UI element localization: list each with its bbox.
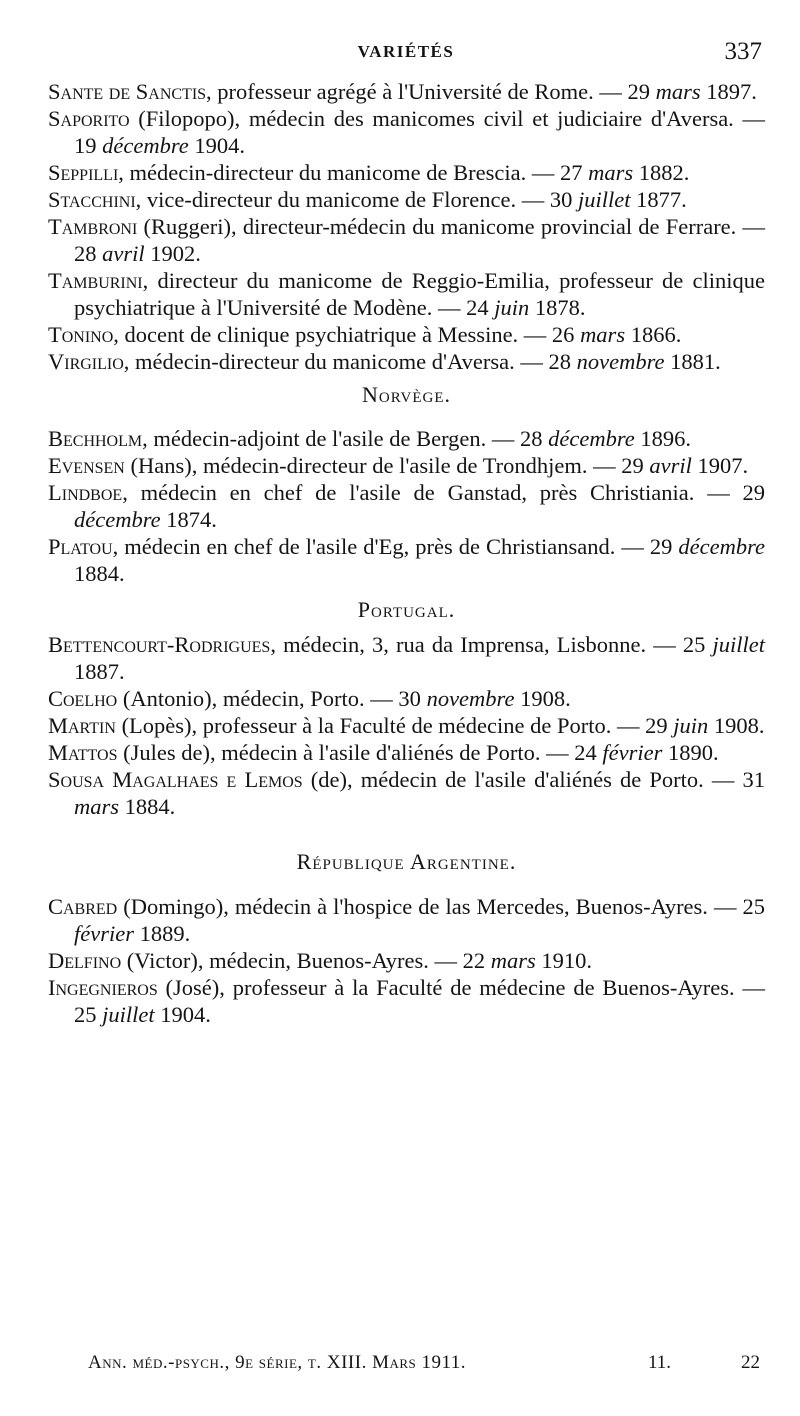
entry-text: (Hans), médecin-directeur de l'asile de Trondhjem. — 29 (124, 453, 650, 478)
entry-text: , docent de clinique psychiatrique à Messine. — 26 (113, 322, 581, 347)
list-item (48, 533, 765, 587)
entry-text: (Lopès), professeur à la Faculté de médecine de Porto. — 29 (115, 713, 674, 738)
entry-name: Mattos (48, 740, 118, 765)
entry-year: 1889. (133, 921, 191, 946)
entry-year: 1908. (708, 713, 765, 738)
italy-entries (48, 78, 765, 375)
entry-date: avril (649, 453, 692, 478)
entry-date: juillet (712, 632, 765, 657)
entry-date: décembre (678, 534, 765, 559)
entry-text: , médecin, 3, rua da Imprensa, Lisbonne. — 25 (270, 632, 713, 657)
entry-text: , médecin en chef de l'asile d'Eg, près de Christiansand. — 29 (112, 534, 679, 559)
entry-year: 1904. (154, 1002, 211, 1027)
entry-text: (de), médecin de l'asile d'aliénés de Porto. — 31 (302, 767, 765, 792)
entry-date: février (74, 921, 134, 946)
list-item (48, 321, 765, 348)
entry-name: Virgilio (48, 349, 124, 374)
entry-date: mars (74, 794, 120, 819)
entry-year: 1878. (529, 295, 586, 320)
page-footer (88, 1352, 760, 1382)
signature-mark: 11. (648, 1352, 672, 1373)
list-item (48, 739, 765, 766)
entry-name: Saporito (48, 106, 130, 131)
entry-name: Tambroni (48, 214, 138, 239)
list-item (48, 105, 765, 159)
argentina-entries (48, 893, 765, 1028)
entry-year: 1908. (514, 686, 571, 711)
list-item (48, 712, 765, 739)
entry-text: , médecin-directeur du manicome d'Aversa. — 28 (123, 349, 577, 374)
running-header (50, 38, 762, 68)
entry-year: 1874. (160, 507, 217, 532)
entry-date: décembre (102, 133, 189, 158)
entry-name: Ingegnieros (48, 975, 158, 1000)
entry-text: , vice-directeur du manicome de Florence. — 30 (135, 187, 579, 212)
entry-name: Stacchini (48, 187, 136, 212)
entry-name: Martin (48, 713, 116, 738)
list-item (48, 893, 765, 947)
entry-year: 1882. (633, 160, 690, 185)
entry-name: Sante de Sanctis (48, 79, 207, 104)
entry-year: 1866. (625, 322, 682, 347)
entry-text: (José), professeur à la Faculté de médecine de Buenos-Ayres. — 25 (74, 975, 765, 1027)
journal-reference: Ann. méd.-psych., 9e série, t. XIII. Mars 1911. (88, 1352, 467, 1373)
entry-name: Sousa Magalhaes e Lemos (48, 767, 303, 792)
entry-date: mars (588, 160, 634, 185)
entry-year: 1887. (74, 659, 125, 684)
entry-text: (Victor), médecin, Buenos-Ayres. — 22 (121, 948, 491, 973)
norway-entries (48, 425, 765, 587)
entry-date: novembre (426, 686, 515, 711)
entry-text: , médecin-directeur du manicome de Brescia. — 27 (118, 160, 589, 185)
entry-year: 1881. (664, 349, 721, 374)
running-title: VARIÉTÉS (357, 42, 455, 61)
entry-year: 1910. (535, 948, 593, 973)
list-item (48, 213, 765, 267)
entry-name: Evensen (48, 453, 125, 478)
list-item (48, 479, 765, 533)
list-item (48, 452, 765, 479)
page-body (48, 78, 765, 1028)
entry-date: juillet (578, 187, 631, 212)
entry-year: 1904. (188, 133, 245, 158)
section-title-portugal: Portugal. (357, 597, 456, 622)
entry-date: mars (490, 948, 536, 973)
list-item (48, 947, 765, 974)
entry-year: 1884. (74, 561, 125, 586)
list-item (48, 348, 765, 375)
entry-year: 1884. (119, 794, 176, 819)
entry-date: décembre (548, 426, 635, 451)
entry-name: Delfino (48, 948, 122, 973)
entry-text: (Filopopo), médecin des manicomes civil et judiciaire d'Aversa. — 19 (74, 106, 765, 158)
list-item (48, 78, 765, 105)
section-title-argentina: République Argentine. (296, 849, 517, 874)
entry-text: , médecin-adjoint de l'asile de Bergen. — 28 (142, 426, 549, 451)
entry-name: Tamburini (48, 268, 143, 293)
entry-date: février (602, 740, 663, 765)
entry-date: juillet (102, 1002, 155, 1027)
entry-year: 1897. (700, 79, 757, 104)
list-item (48, 766, 765, 820)
list-item (48, 159, 765, 186)
entry-date: novembre (576, 349, 665, 374)
entry-name: Bettencourt-Rodrigues (48, 632, 271, 657)
list-item (48, 631, 765, 685)
entry-name: Seppilli (48, 160, 119, 185)
entry-text: , directeur du manicome de Reggio-Emilia, professeur de clinique psychiatrique à l'Université de Modène. — 24 (74, 268, 765, 320)
list-item (48, 974, 765, 1028)
entry-text: (Jules de), médecin à l'asile d'aliénés de Porto. — 24 (117, 740, 603, 765)
entry-year: 1890. (662, 740, 719, 765)
entry-date: juin (494, 295, 530, 320)
entry-year: 1877. (630, 187, 687, 212)
entry-text: (Antonio), médecin, Porto. — 30 (117, 686, 427, 711)
entry-year: 1896. (634, 426, 692, 451)
list-item (48, 267, 765, 321)
entry-year: 1902. (144, 241, 201, 266)
portugal-entries (48, 631, 765, 820)
entry-name: Lindboe (48, 480, 123, 505)
entry-name: Tonino (48, 322, 114, 347)
entry-date: juin (673, 713, 709, 738)
entry-year: 1907. (691, 453, 749, 478)
entry-date: mars (580, 322, 626, 347)
entry-name: Bechholm (48, 426, 143, 451)
list-item (48, 425, 765, 452)
list-item (48, 186, 765, 213)
entry-name: Platou (48, 534, 113, 559)
sheet-number: 22 (741, 1352, 760, 1373)
entry-date: décembre (74, 507, 161, 532)
list-item (48, 685, 765, 712)
entry-text: (Domingo), médecin à l'hospice de las Mercedes, Buenos-Ayres. — 25 (117, 894, 765, 919)
entry-name: Cabred (48, 894, 118, 919)
entry-text: , professeur agrégé à l'Université de Rome. — 29 (206, 79, 656, 104)
entry-text: , médecin en chef de l'asile de Ganstad, près Christiania. — 29 (122, 480, 765, 505)
entry-date: mars (655, 79, 701, 104)
entry-name: Coelho (48, 686, 118, 711)
page-number: 337 (724, 38, 762, 65)
section-title-norway: Norvège. (361, 382, 451, 407)
entry-date: avril (102, 241, 145, 266)
entry-text: (Ruggeri), directeur-médecin du manicome provincial de Ferrare. — 28 (74, 214, 765, 266)
